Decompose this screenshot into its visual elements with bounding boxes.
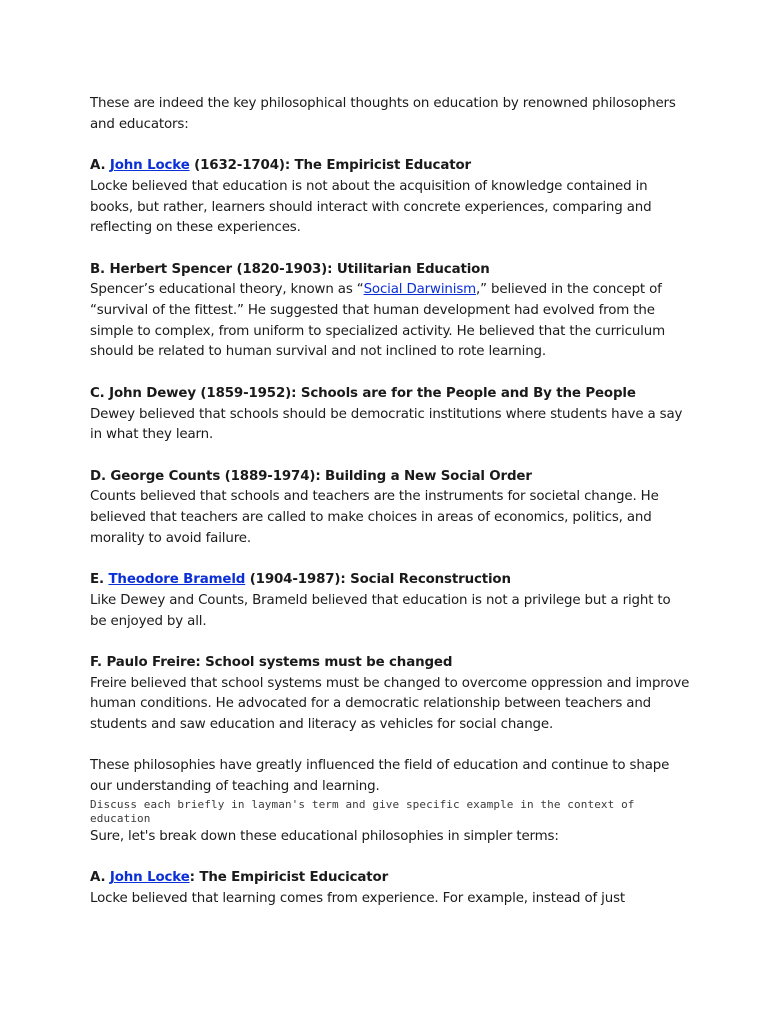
spencer-body-start: Spencer’s educational theory, known as “ [90,282,364,298]
section-prefix: E. [90,572,109,588]
john-locke-link[interactable]: John Locke [109,158,190,174]
spencer-body-end: ,” believed in the concept of “survival of the fittest.” He suggested that human development had evolved from the simple to complex, from uniform to specialized activity. He believed that the curriculum should be related to human survival and not inclined to rote learning. [90,282,665,360]
section-body-brameld: Like Dewey and Counts, Brameld believed that education is not a privilege but a right to be enjoyed by all. [90,592,671,629]
reply-body-locke: Locke believed that learning comes from experience. For example, instead of just [90,890,626,906]
reply-heading-locke [90,868,690,889]
intro-paragraph: These are indeed the key philosophical thoughts on education by renowned philosophers and educators: [90,96,676,132]
conclusion-paragraph: These philosophies have greatly influenced the field of education and continue to shape our understanding of teaching and learning. [90,758,670,795]
section-title-rest: (1632-1704): The Empiricist Educator [189,158,471,174]
section-heading-spencer: B. Herbert Spencer (1820-1903): Utilitarian Education [90,261,490,277]
section-title-rest: : The Empiricist Educicator [189,870,389,886]
reply-intro: Sure, let's break down these educational philosophies in simpler terms: [90,828,559,844]
section-body-spencer [90,280,690,363]
section-heading-dewey: C. John Dewey (1859-1952): Schools are for the People and By the People [90,385,636,401]
section-heading-freire: F. Paulo Freire: School systems must be changed [90,654,453,670]
document-page [90,94,690,910]
section-heading-counts: D. George Counts (1889-1974): Building a New Social Order [90,468,532,484]
social-darwinism-link[interactable]: Social Darwinism [363,282,477,298]
section-body-locke: Locke believed that education is not about the acquisition of knowledge contained in books, but rather, learners should interact with concrete experiences, comparing and reflecting on these experiences. [90,178,652,236]
section-body-dewey: Dewey believed that schools should be democratic institutions where students have a say in what they learn. [90,406,683,443]
section-title-rest: (1904-1987): Social Reconstruction [245,572,511,588]
reply-john-locke-link[interactable]: John Locke [109,870,190,886]
user-prompt: Discuss each briefly in layman's term and give specific example in the context of education [90,797,642,826]
section-prefix: A. [90,870,110,886]
section-body-counts: Counts believed that schools and teachers are the instruments for societal change. He believed that teachers are called to make choices in areas of economics, politics, and morality to avoid failure. [90,489,659,546]
section-prefix: A. [90,158,110,174]
section-heading-locke [90,156,690,177]
section-heading-brameld [90,570,690,591]
section-body-freire: Freire believed that school systems must be changed to overcome oppression and improve human conditions. He advocated for a democratic relationship between teachers and students and saw education and literacy as vehicles for social change. [90,675,690,732]
theodore-brameld-link[interactable]: Theodore Brameld [108,572,246,588]
